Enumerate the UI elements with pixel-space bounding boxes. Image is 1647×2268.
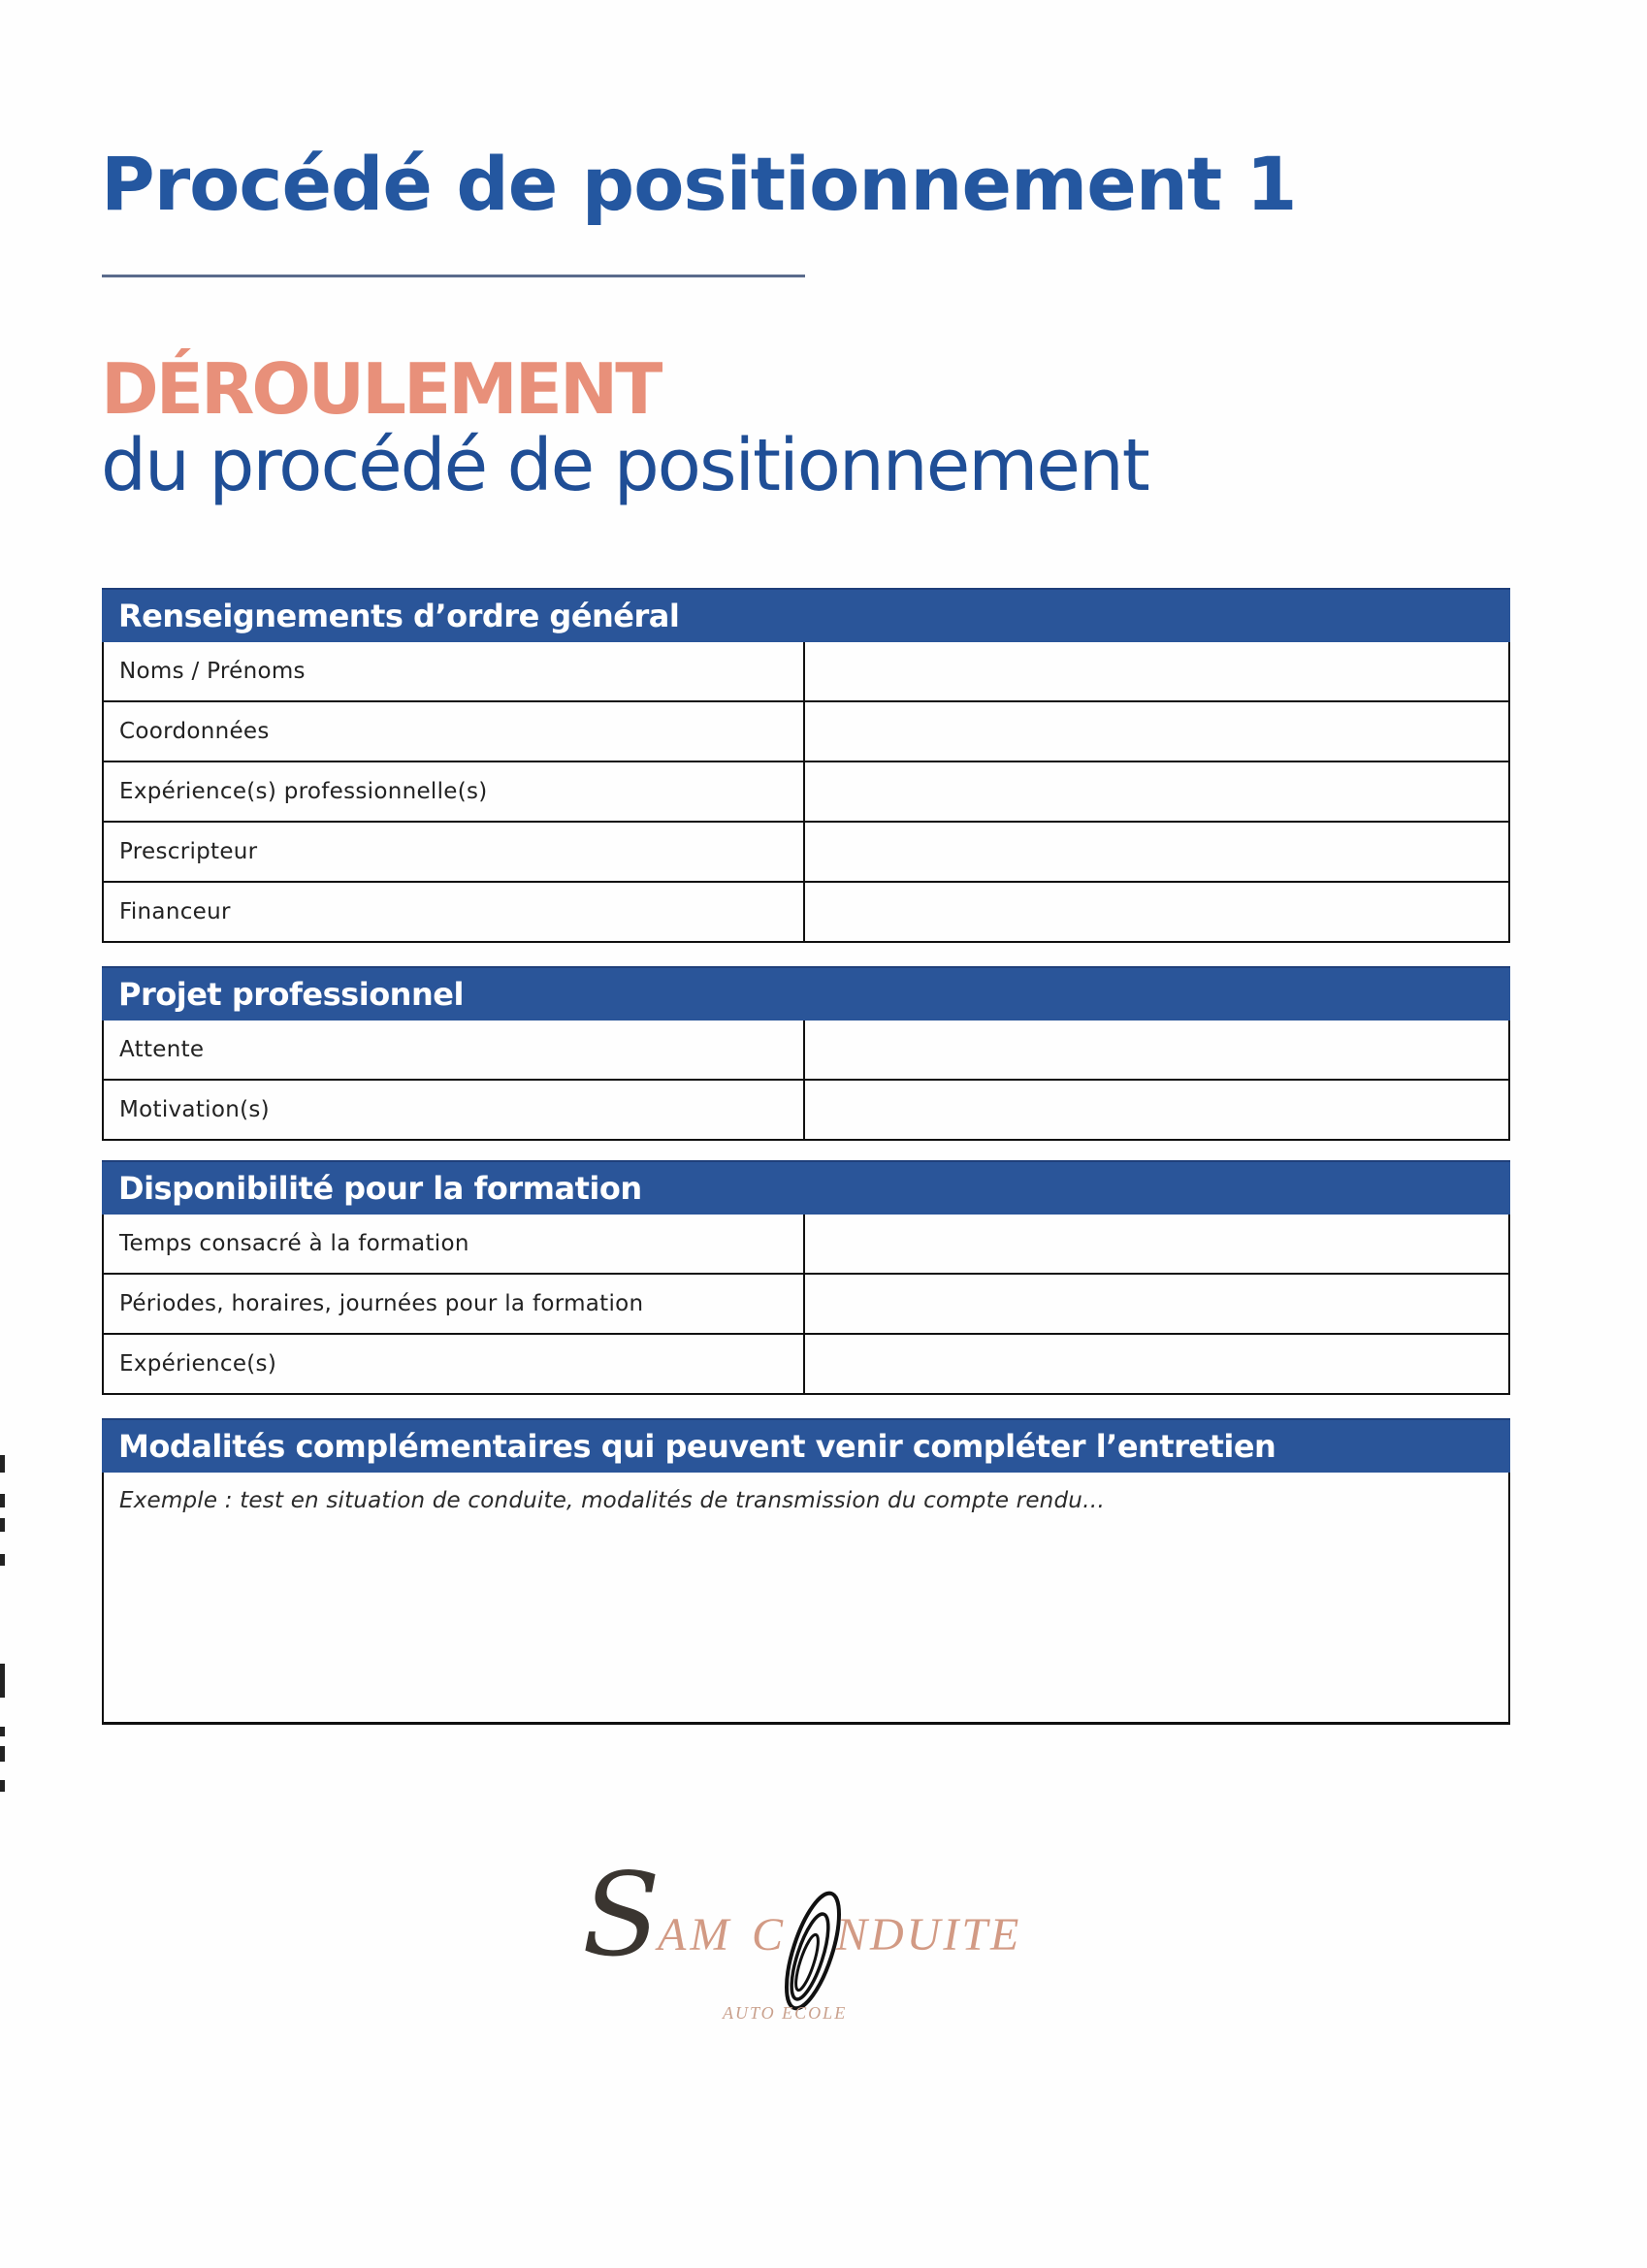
field-label: Prescripteur bbox=[104, 823, 805, 881]
field-input-prescripteur[interactable] bbox=[805, 823, 1508, 881]
form-row bbox=[104, 1021, 1508, 1081]
example-hint: Exemple : test en situation de conduite, modalités de transmission du compte rendu… bbox=[119, 1488, 1106, 1513]
field-label: Attente bbox=[104, 1021, 805, 1079]
title-divider bbox=[102, 275, 805, 277]
form-row bbox=[104, 702, 1508, 762]
logo-tagline: AUTO ECOLE bbox=[723, 2003, 848, 2023]
section-modalites-complementaires bbox=[102, 1418, 1510, 1725]
section-kicker: DÉROULEMENT bbox=[101, 348, 661, 430]
field-input-financeur[interactable] bbox=[805, 883, 1508, 941]
form-row bbox=[104, 1081, 1508, 1141]
section-header: Projet professionnel bbox=[102, 966, 1510, 1021]
scan-mark bbox=[0, 1494, 5, 1507]
field-label: Noms / Prénoms bbox=[104, 642, 805, 700]
field-label: Périodes, horaires, journées pour la formation bbox=[104, 1275, 805, 1333]
form-row bbox=[104, 1275, 1508, 1335]
field-input-coordonnees[interactable] bbox=[805, 702, 1508, 761]
logo-word2-rest: NDUITE bbox=[836, 1909, 1022, 1960]
page-subtitle: du procédé de positionnement bbox=[101, 424, 1148, 507]
section-header: Modalités complémentaires qui peuvent venir compléter l’entretien bbox=[102, 1418, 1510, 1473]
section-header: Renseignements d’ordre général bbox=[102, 588, 1510, 642]
scan-mark bbox=[0, 1727, 5, 1736]
section-header: Disponibilité pour la formation bbox=[102, 1160, 1510, 1215]
section-projet-professionnel bbox=[102, 966, 1510, 1141]
section-disponibilite bbox=[102, 1160, 1510, 1395]
form-row bbox=[104, 762, 1508, 823]
form-row bbox=[104, 823, 1508, 883]
scan-mark bbox=[0, 1746, 5, 1762]
scan-mark bbox=[0, 1780, 5, 1792]
section-general-info bbox=[102, 588, 1510, 943]
form-row bbox=[104, 1335, 1508, 1395]
logo-word1: AM bbox=[658, 1909, 733, 1960]
field-label: Financeur bbox=[104, 883, 805, 941]
field-input-attente[interactable] bbox=[805, 1021, 1508, 1079]
logo-word2-first: C bbox=[752, 1909, 784, 1960]
scan-mark bbox=[0, 1554, 5, 1566]
form-row bbox=[104, 1215, 1508, 1275]
field-label: Motivation(s) bbox=[104, 1081, 805, 1139]
field-input-temps-consacre[interactable] bbox=[805, 1215, 1508, 1273]
field-label: Expérience(s) professionnelle(s) bbox=[104, 762, 805, 821]
field-label: Temps consacré à la formation bbox=[104, 1215, 805, 1273]
form-row bbox=[104, 642, 1508, 702]
field-input-motivations[interactable] bbox=[805, 1081, 1508, 1139]
field-label: Expérience(s) bbox=[104, 1335, 805, 1393]
field-input-experiences-pro[interactable] bbox=[805, 762, 1508, 821]
company-logo bbox=[582, 1848, 1028, 2037]
field-label: Coordonnées bbox=[104, 702, 805, 761]
logo-initial: S bbox=[582, 1848, 661, 1982]
scan-mark bbox=[0, 1455, 5, 1473]
field-input-periodes-horaires[interactable] bbox=[805, 1275, 1508, 1333]
field-input-experiences[interactable] bbox=[805, 1335, 1508, 1393]
scan-mark bbox=[0, 1664, 5, 1698]
scan-mark bbox=[0, 1518, 5, 1532]
notes-textarea[interactable] bbox=[102, 1473, 1510, 1725]
field-input-noms-prenoms[interactable] bbox=[805, 642, 1508, 700]
form-row bbox=[104, 883, 1508, 943]
page-title: Procédé de positionnement 1 bbox=[101, 141, 1297, 227]
